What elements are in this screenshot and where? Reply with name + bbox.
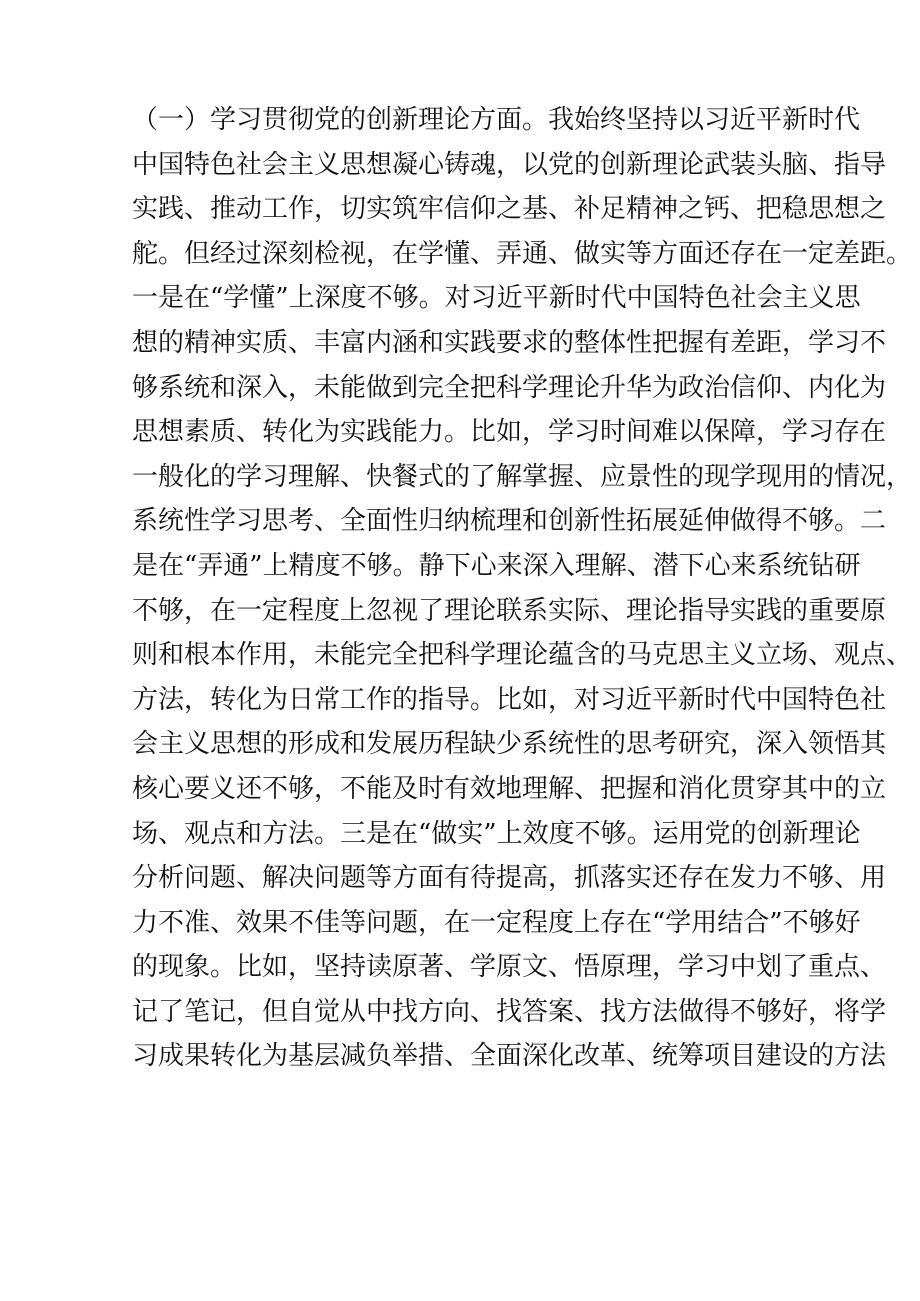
paragraph-line: 舵。但经过深刻检视，在学懂、弄通、做实等方面还存在一定差距。	[132, 238, 913, 269]
paragraph-line: 想的精神实质、丰富内涵和实践要求的整体性把握有差距，学习不	[132, 327, 887, 358]
paragraph-line: 力不准、效果不佳等问题，在一定程度上存在“学用结合”不够好	[132, 907, 861, 938]
paragraph-line: 实践、推动工作，切实筑牢信仰之基、补足精神之钙、把稳思想之	[132, 194, 887, 225]
paragraph-line: 方法，转化为日常工作的指导。比如，对习近平新时代中国特色社	[132, 684, 887, 715]
paragraph-line: 习成果转化为基层减负举措、全面深化改革、统筹项目建设的方法	[132, 1041, 887, 1072]
paragraph-line: 核心要义还不够，不能及时有效地理解、把握和消化贯穿其中的立	[132, 773, 887, 804]
body-paragraph	[132, 98, 913, 1079]
paragraph-line: 会主义思想的形成和发展历程缺少系统性的思考研究，深入领悟其	[132, 729, 887, 760]
paragraph-line: 则和根本作用，未能完全把科学理论蕴含的马克思主义立场、观点、	[132, 640, 913, 671]
paragraph-line: 是在“弄通”上精度不够。静下心来深入理解、潜下心来系统钻研	[132, 550, 861, 581]
paragraph-line: 中国特色社会主义思想凝心铸魂，以党的创新理论武装头脑、指导	[132, 149, 887, 180]
paragraph-line: 一般化的学习理解、快餐式的了解掌握、应景性的现学现用的情况，	[132, 461, 913, 492]
paragraph-line: 分析问题、解决问题等方面有待提高，抓落实还存在发力不够、用	[132, 863, 887, 894]
paragraph-line: 不够，在一定程度上忽视了理论联系实际、理论指导实践的重要原	[132, 595, 887, 626]
paragraph-line: 够系统和深入，未能做到完全把科学理论升华为政治信仰、内化为	[132, 372, 887, 403]
paragraph-line: 的现象。比如，坚持读原著、学原文、悟原理，学习中划了重点、	[132, 952, 887, 983]
paragraph-line: 一是在“学懂”上深度不够。对习近平新时代中国特色社会主义思	[132, 283, 861, 314]
paragraph-line: 思想素质、转化为实践能力。比如，学习时间难以保障，学习存在	[132, 417, 887, 448]
paragraph-line: （一）学习贯彻党的创新理论方面。我始终坚持以习近平新时代	[132, 105, 861, 135]
paragraph-line: 场、观点和方法。三是在“做实”上效度不够。运用党的创新理论	[132, 818, 861, 849]
paragraph-line: 系统性学习思考、全面性归纳梳理和创新性拓展延伸做得不够。二	[132, 506, 887, 537]
paragraph-line: 记了笔记，但自觉从中找方向、找答案、找方法做得不够好，将学	[132, 996, 887, 1027]
